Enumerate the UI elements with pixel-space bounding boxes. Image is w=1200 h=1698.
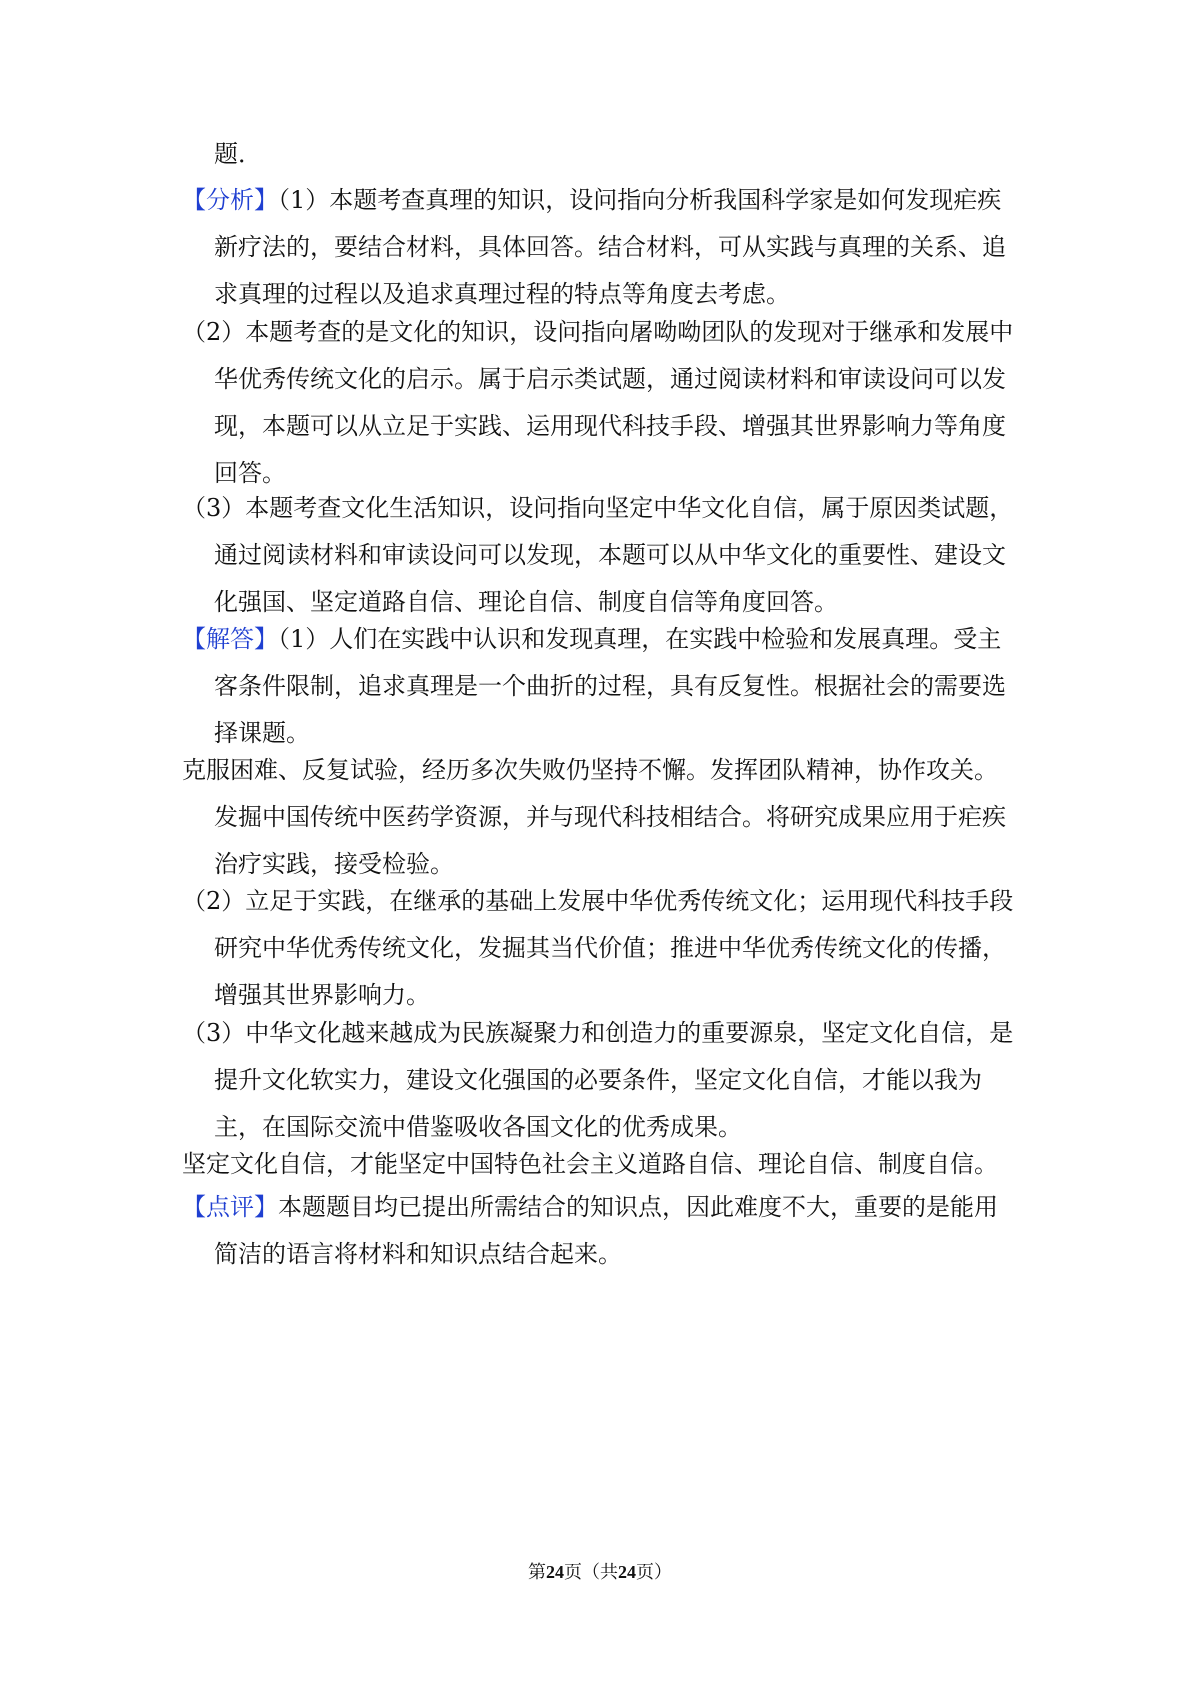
text-line: 题． bbox=[214, 140, 262, 168]
paragraph-answer bbox=[182, 616, 1022, 757]
footer-page-number: 24 bbox=[546, 1562, 564, 1582]
paragraph-answer-3b bbox=[182, 1141, 1022, 1188]
text-segment: （1）人们在实践中认识和发现真理，在实践中检验和发展真理。受主 bbox=[278, 625, 1002, 653]
text-line: 通过阅读材料和审读设问可以发现，本题可以从中华文化的重要性、建设文 bbox=[214, 541, 1006, 569]
text-line: 克服困难、反复试验，经历多次失败仍坚持不懈。发挥团队精神，协作攻关。 bbox=[182, 756, 998, 784]
comment-tag: 【点评】 bbox=[182, 1193, 278, 1221]
footer-middle: 页（共 bbox=[564, 1562, 618, 1583]
paragraph-answer-2 bbox=[182, 878, 1022, 1019]
text-line: 主，在国际交流中借鉴吸收各国文化的优秀成果。 bbox=[214, 1113, 742, 1141]
paragraph-continuation bbox=[182, 131, 1022, 178]
text-line: 治疗实践，接受检验。 bbox=[214, 850, 454, 878]
text-segment: （1）本题考查真理的知识，设问指向分析我国科学家是如何发现疟疾 bbox=[278, 186, 1002, 214]
footer-total-pages: 24 bbox=[618, 1562, 636, 1582]
text-line: 提升文化软实力，建设文化强国的必要条件，坚定文化自信，才能以我为 bbox=[214, 1066, 982, 1094]
paragraph-answer-3 bbox=[182, 1010, 1022, 1151]
text-line: （3）本题考查文化生活知识，设问指向坚定中华文化自信，属于原因类试题， bbox=[182, 494, 1014, 522]
text-line: 新疗法的，要结合材料，具体回答。结合材料，可从实践与真理的关系、追 bbox=[214, 233, 1006, 261]
text-line: 化强国、坚定道路自信、理论自信、制度自信等角度回答。 bbox=[214, 588, 838, 616]
paragraph-comment bbox=[182, 1184, 1022, 1278]
text-line: 求真理的过程以及追求真理过程的特点等角度去考虑。 bbox=[214, 280, 790, 308]
text-line bbox=[182, 177, 1022, 224]
text-line: 坚定文化自信，才能坚定中国特色社会主义道路自信、理论自信、制度自信。 bbox=[182, 1150, 998, 1178]
paragraph-analysis bbox=[182, 177, 1022, 318]
page-footer bbox=[0, 1558, 1200, 1584]
text-line: 现，本题可以从立足于实践、运用现代科技手段、增强其世界影响力等角度 bbox=[214, 412, 1006, 440]
text-line: 增强其世界影响力。 bbox=[214, 981, 430, 1009]
footer-prefix: 第 bbox=[528, 1562, 546, 1583]
paragraph-analysis-3 bbox=[182, 485, 1022, 626]
text-line: 发掘中国传统中医药学资源，并与现代科技相结合。将研究成果应用于疟疾 bbox=[214, 803, 1006, 831]
paragraph-answer-1b bbox=[182, 747, 1022, 888]
paragraph-analysis-2 bbox=[182, 309, 1022, 497]
text-line bbox=[182, 616, 1022, 663]
text-line: 研究中华优秀传统文化，发掘其当代价值；推进中华优秀传统文化的传播， bbox=[214, 934, 1006, 962]
text-line: （2）本题考查的是文化的知识，设问指向屠呦呦团队的发现对于继承和发展中 bbox=[182, 318, 1014, 346]
text-line: 择课题。 bbox=[214, 719, 310, 747]
analysis-tag: 【分析】 bbox=[182, 186, 278, 214]
text-line: 回答。 bbox=[214, 459, 286, 487]
answer-tag: 【解答】 bbox=[182, 625, 278, 653]
text-line: 华优秀传统文化的启示。属于启示类试题，通过阅读材料和审读设问可以发 bbox=[214, 365, 1006, 393]
footer-suffix: 页） bbox=[636, 1562, 672, 1583]
text-line: （3）中华文化越来越成为民族凝聚力和创造力的重要源泉，坚定文化自信，是 bbox=[182, 1019, 1014, 1047]
text-segment: 本题题目均已提出所需结合的知识点，因此难度不大，重要的是能用 bbox=[278, 1193, 998, 1221]
text-line: （2）立足于实践，在继承的基础上发展中华优秀传统文化；运用现代科技手段 bbox=[182, 887, 1014, 915]
text-line: 简洁的语言将材料和知识点结合起来。 bbox=[214, 1240, 622, 1268]
text-line: 客条件限制，追求真理是一个曲折的过程，具有反复性。根据社会的需要选 bbox=[214, 672, 1006, 700]
text-line bbox=[182, 1184, 1022, 1231]
